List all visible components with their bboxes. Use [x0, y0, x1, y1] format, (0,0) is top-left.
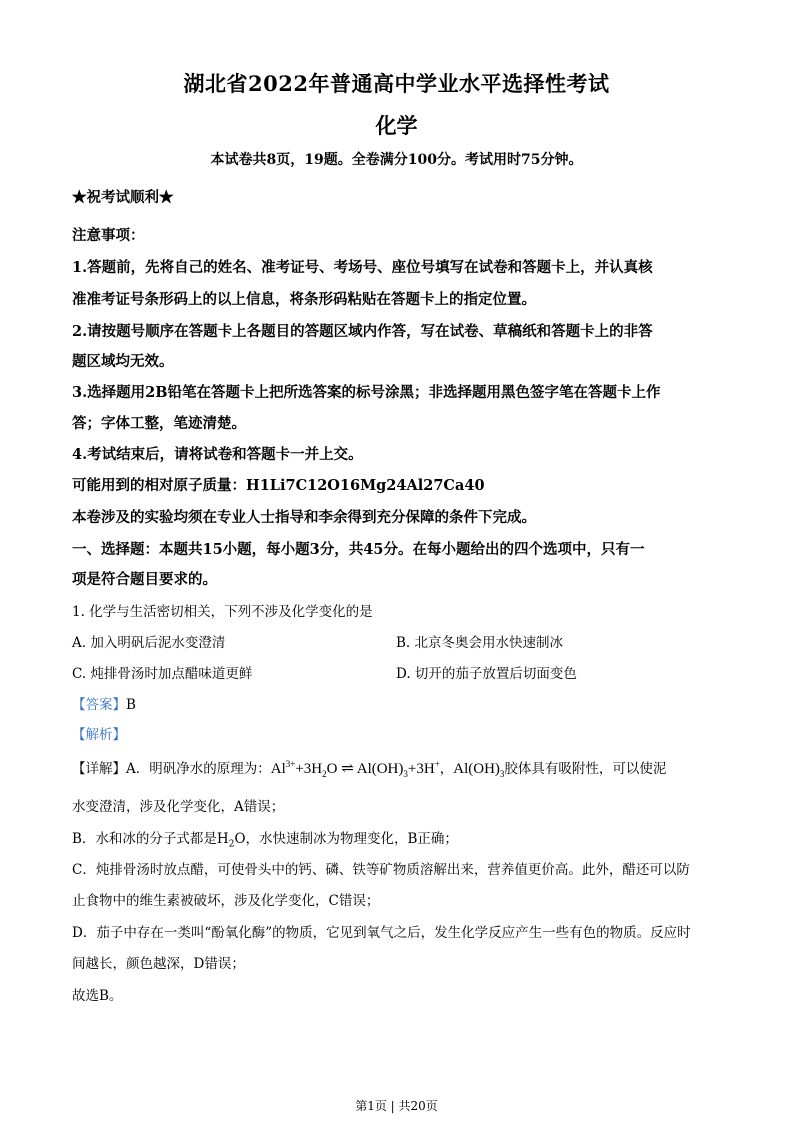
exam-meta: 本试卷共8页，19题。全卷满分100分。考试用时75分钟。	[210, 152, 583, 168]
option-a: A. 加入明矾后泥水变澄清	[72, 635, 226, 651]
notice-item: 2.请按题号顺序在答题卡上各题目的答题区域内作答，写在试卷、草稿纸和答题卡上的非答	[72, 323, 653, 340]
detail-line-d1: D．茄子中存在一类叫“酚氧化酶”的物质，它见到氧气之后，发生化学反应产生一些有色的物质。反应时	[72, 925, 691, 941]
answer-tag: 【答案】	[72, 697, 126, 713]
notice-item: 准准考证号条形码上的以上信息，将条形码粘贴在答题卡上的指定位置。	[72, 291, 536, 308]
notice-item: 题区域均无效。	[72, 353, 174, 370]
section-heading: 一、选择题：本题共15小题，每小题3分，共45分。在每小题给出的四个选项中，只有一	[72, 541, 645, 558]
detail-line-c1: C．炖排骨汤时放点醋，可使骨头中的钙、磷、铁等矿物质溶解出来，营养值更价高。此外，醋还可以防	[72, 862, 690, 878]
question-stem: 1. 化学与生活密切相关，下列不涉及化学变化的是	[72, 604, 373, 620]
notice-heading: 注意事项：	[72, 227, 145, 244]
option-b: B. 北京冬奥会用水快速制冰	[396, 635, 564, 651]
option-c: C. 炖排骨汤时加点醋味道更鲜	[72, 666, 253, 682]
colloid-formula: $Al(OH)_3$	[453, 761, 505, 779]
atomic-mass-line: 可能用到的相对原子质量：H1Li7C12O16Mg24Al27Ca40	[72, 477, 485, 494]
detail-line-a: 【详解】A．明矾净水的原理为：$Al^{3+}+3H_2O$ ⇌ $Al(OH)_3+3H^+$，$Al(OH)_3$胶体具有吸附性，可以使泥	[72, 759, 667, 779]
notice-item: 1.答题前，先将自己的姓名、准考证号、考场号、座位号填写在试卷和答题卡上，并认真核	[72, 259, 653, 276]
option-d: D. 切开的茄子放置后切面变色	[396, 666, 577, 682]
detail-line-b: B．水和冰的分子式都是$H_2O$，水快速制冰为物理变化，B正确；	[72, 831, 458, 850]
page-footer: 第1页 | 共20页	[355, 1099, 438, 1113]
subject-title: 化学	[375, 113, 418, 138]
answer-value: B	[126, 697, 136, 713]
section-heading-cont: 项是符合题目要求的。	[72, 571, 217, 588]
detail-line-d2: 间越长，颜色越深，D错误；	[72, 956, 245, 972]
page-title: 湖北省2022年普通高中学业水平选择性考试	[183, 71, 610, 96]
detail-tag: 【详解】	[72, 761, 126, 777]
notice-item: 3.选择题用2B铅笔在答题卡上把所选答案的标号涂黑；非选择题用黑色签字笔在答题卡上作	[72, 384, 661, 401]
conclusion-line: 故选B。	[72, 988, 123, 1004]
safety-line: 本卷涉及的实验均须在专业人士指导和李余得到充分保障的条件下完成。	[72, 509, 536, 526]
wish-line: ★祝考试顺利★	[72, 189, 174, 206]
answer-line	[72, 693, 136, 713]
notice-item: 答；字体工整，笔迹清楚。	[72, 415, 246, 432]
analysis-tag: 【解析】	[72, 727, 126, 743]
detail-line-c2: 止食物中的维生素被破坏，涉及化学变化，C错误；	[72, 893, 380, 909]
equilibrium-equation: $Al^{3+}+3H_2O$ ⇌ $Al(OH)_3+3H^+$	[270, 759, 440, 779]
notice-item: 4.考试结束后，请将试卷和答题卡一并上交。	[72, 446, 363, 463]
detail-line-a2: 水变澄清，涉及化学变化，A错误；	[72, 799, 285, 815]
